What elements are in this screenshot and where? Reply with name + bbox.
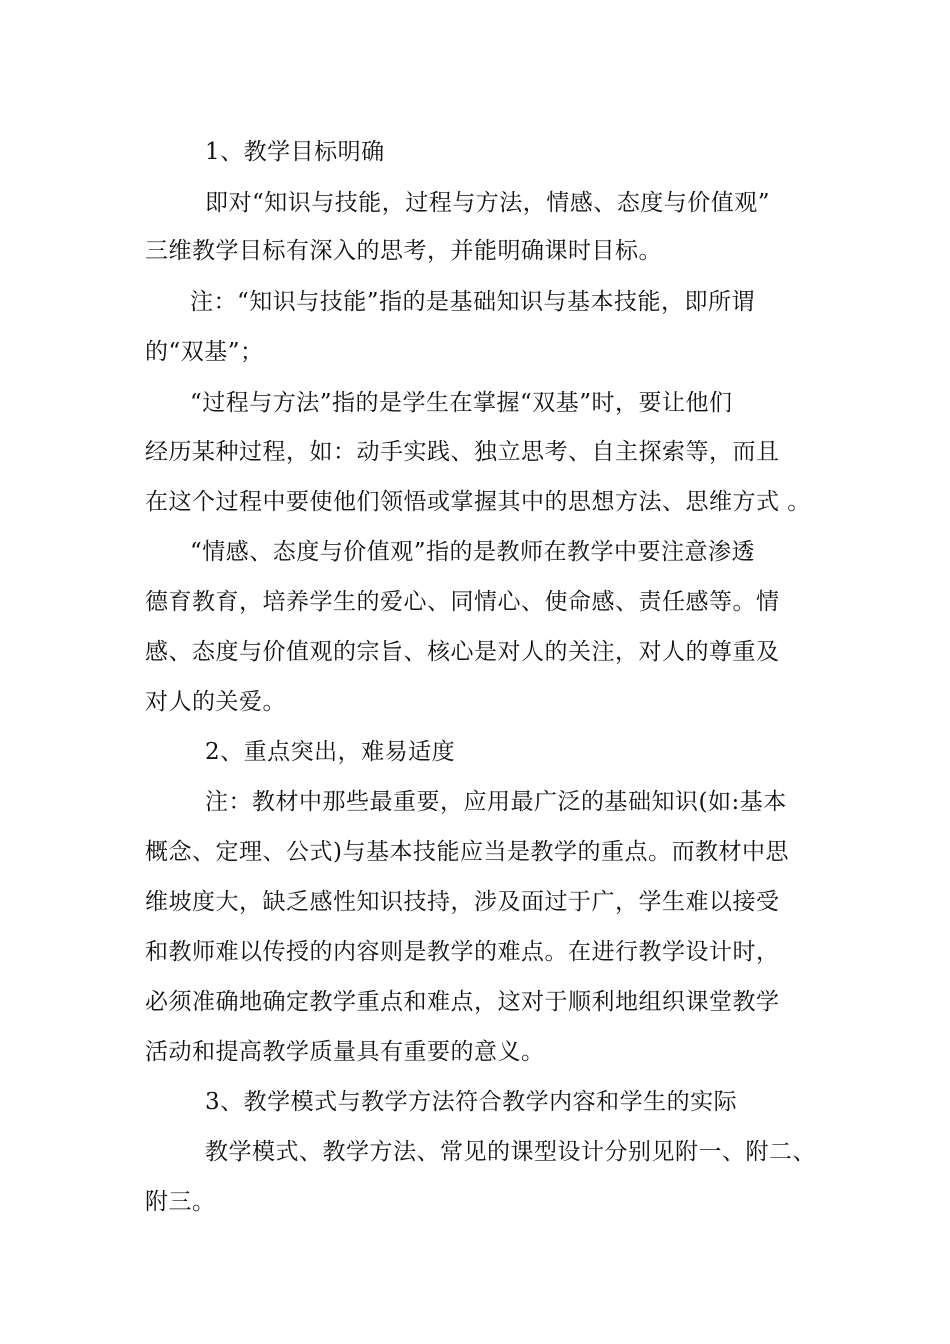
note-line: 注：“知识与技能”指的是基础知识与基本技能，即所谓 <box>190 289 756 315</box>
paragraph-line: 活动和提高教学质量具有重要的意义。 <box>145 1039 545 1065</box>
paragraph-line: 即对“知识与技能，过程与方法，情感、态度与价值观” <box>205 190 771 216</box>
paragraph-line: 概念、定理、公式)与基本技能应当是教学的重点。而教材中思 <box>145 839 789 865</box>
heading-teaching-objectives: 1、教学目标明确 <box>205 139 385 165</box>
paragraph-line: 附三。 <box>145 1189 216 1215</box>
paragraph-line: 经历某种过程，如：动手实践、独立思考、自主探索等，而且 <box>145 439 780 465</box>
heading-teaching-mode: 3、教学模式与教学方法符合教学内容和学生的实际 <box>205 1089 738 1115</box>
paragraph-line: 感、态度与价值观的宗旨、核心是对人的关注，对人的尊重及 <box>145 639 780 665</box>
paragraph-line: 德育教育，培养学生的爱心、同情心、使命感、责任感等。情 <box>145 589 780 615</box>
paragraph-line: “情感、态度与价值观”指的是教师在教学中要注意渗透 <box>190 539 756 565</box>
heading-key-points: 2、重点突出，难易适度 <box>205 739 456 765</box>
paragraph-line: 必须准确地确定教学重点和难点，这对于顺利地组织课堂教学 <box>145 989 780 1015</box>
paragraph-line: 维坡度大，缺乏感性知识技持，涉及面过于广，学生难以接受 <box>145 889 780 915</box>
paragraph-line: 对人的关爱。 <box>145 689 286 715</box>
note-line: 注：教材中那些最重要，应用最广泛的基础知识(如:基本 <box>205 789 787 815</box>
paragraph-line: 教学模式、教学方法、常见的课型设计分别见附一、附二、 <box>205 1139 816 1165</box>
paragraph-line: 和教师难以传授的内容则是教学的难点。在进行教学设计时， <box>145 939 780 965</box>
note-line: 的“双基”； <box>145 339 264 365</box>
paragraph-line: “过程与方法”指的是学生在掌握“双基”时，要让他们 <box>190 390 733 416</box>
paragraph-line: 三维教学目标有深入的思考，并能明确课时目标。 <box>145 238 662 264</box>
paragraph-line: 在这个过程中要使他们领悟或掌握其中的思想方法、思维方式 。 <box>145 489 811 515</box>
